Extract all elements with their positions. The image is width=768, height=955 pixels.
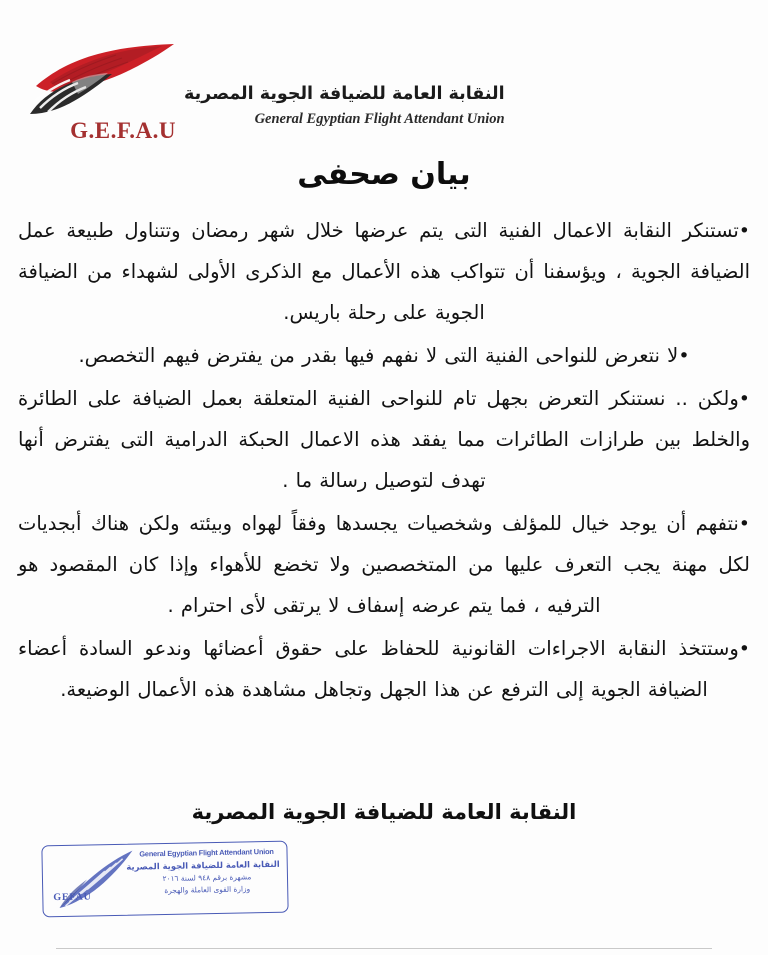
stamp-registration-line: مشهرة برقم ٩٤٨ لسنة ٢٠١٦ <box>162 872 252 884</box>
paragraph-text: تستنكر النقابة الاعمال الفنية التى يتم عرضها خلال شهر رمضان وتتناول طبيعة عمل الضيافة الجوية ، ويؤسفنا أن تتواكب هذه الأعمال مع الذكرى الأولى لشهداء من الضيافة الجوية على رحلة باريس. <box>18 219 750 324</box>
stamp-acronym: GEFAU <box>53 891 92 904</box>
statement-paragraph <box>18 210 750 333</box>
statement-paragraph <box>18 335 750 376</box>
bullet-marker: • <box>738 638 750 660</box>
paragraph-text: ولكن .. نستنكر التعرض بجهل تام للنواحى الفنية المتعلقة بعمل الضيافة على الطائرة والخلط بين طرازات الطائرات مما يفقد هذه الاعمال الحبكة الدرامية التى يفترض أنها تهدف لتوصيل رسالة ما . <box>18 387 750 492</box>
official-stamp <box>41 841 288 918</box>
statement-paragraph <box>18 628 750 710</box>
organization-logo <box>6 42 184 146</box>
page-title: بيان صحفى <box>297 157 471 192</box>
stamp-inner <box>42 842 287 917</box>
bullet-marker: • <box>738 513 750 535</box>
statement-paragraph <box>18 503 750 626</box>
stamp-text-block <box>126 846 280 897</box>
bullet-marker: • <box>678 345 690 367</box>
paragraph-text: لا نتعرض للنواحى الفنية التى لا نفهم فيها بقدر من يفترض فيهم التخصص. <box>78 344 679 367</box>
stamp-ministry-line: وزارة القوى العاملة والهجرة <box>164 884 251 895</box>
logo-acronym: G.E.F.A.U <box>70 118 176 143</box>
footer-divider <box>56 948 712 949</box>
statement-paragraph <box>18 378 750 501</box>
document-body <box>18 210 750 712</box>
winged-flag-logo-icon <box>28 42 178 120</box>
stamp-english-line: General Egyptian Flight Attendant Union <box>139 846 274 859</box>
bullet-marker: • <box>738 220 750 242</box>
organization-names <box>184 57 505 131</box>
stamp-arabic-line: النقابة العامة للضيافة الجوية المصرية <box>126 858 280 872</box>
bullet-marker: • <box>738 388 750 410</box>
organization-name-arabic: النقابة العامة للضيافة الجوية المصرية <box>184 83 505 104</box>
organization-name-english: General Egyptian Flight Attendant Union <box>254 111 505 128</box>
paragraph-text: نتفهم أن يوجد خيال للمؤلف وشخصيات يجسدها وفقاً لهواه وبيئته ولكن هناك أبجديات لكل مهنة يجب التعرف عليها من المتخصصين ولا تخضع للأهواء وإذا كان المقصود هو الترفيه ، فما يتم عرضه إسفاف لا يرتقى لأى احترام . <box>18 512 750 617</box>
signature-line: النقابة العامة للضيافة الجوية المصرية <box>191 800 577 824</box>
letterhead <box>0 38 768 150</box>
paragraph-text: وستتخذ النقابة الاجراءات القانونية للحفاظ على حقوق أعضائها وندعو السادة أعضاء الضيافة الجوية إلى الترفع عن هذا الجهل وتجاهل مشاهدة هذه الأعمال الوضيعة. <box>18 637 739 701</box>
